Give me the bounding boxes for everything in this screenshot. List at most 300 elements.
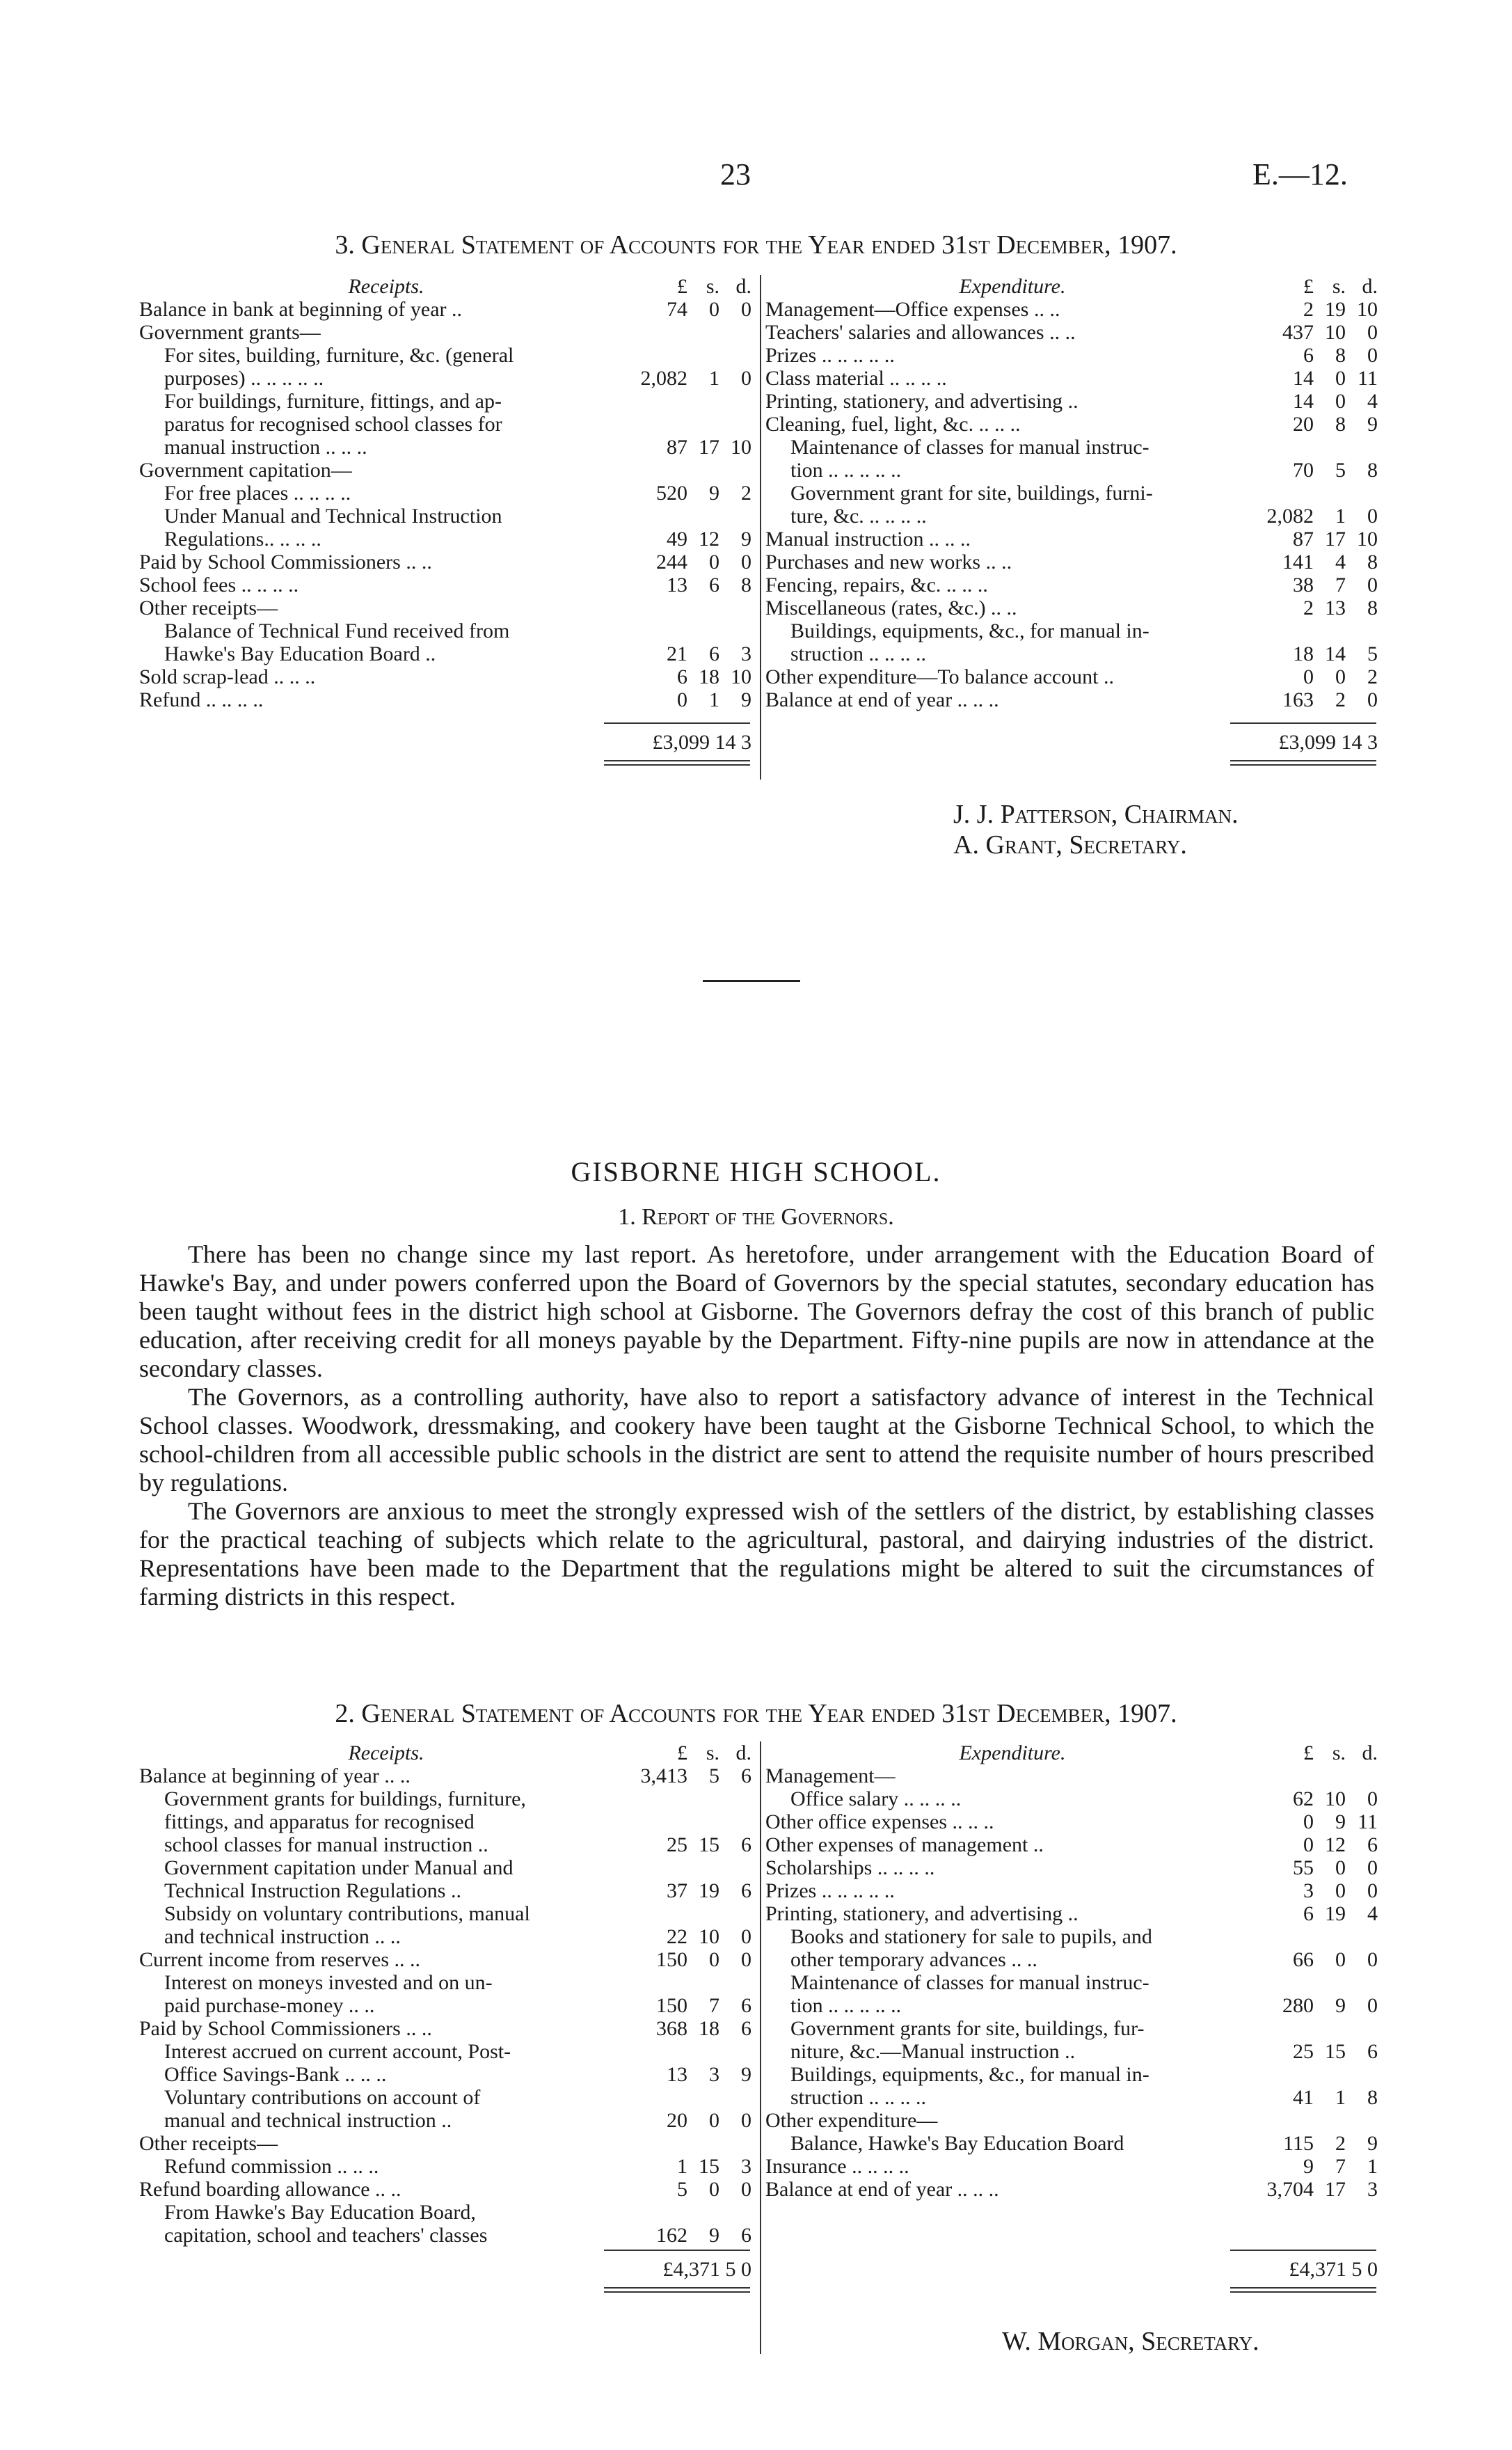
ledger-row — [139, 2178, 751, 2201]
s1-expenditure-table — [765, 275, 1378, 711]
ledger-item-label: Technical Instruction Regulations .. — [164, 1879, 461, 1902]
ledger-row — [765, 1856, 1378, 1879]
amount-pence: 6 — [1367, 2040, 1378, 2063]
amount-pounds — [1259, 2109, 1314, 2132]
amount-pounds — [633, 1787, 687, 1810]
ledger-row — [139, 298, 751, 321]
amount-pence: 6 — [1367, 1833, 1378, 1856]
amount-pence — [719, 1787, 751, 1810]
ledger-row — [765, 1787, 1378, 1810]
amount-pence — [1346, 1971, 1378, 1994]
ledger-row — [765, 390, 1378, 413]
pounds-col: £ — [677, 1741, 687, 1764]
ledger-row — [139, 596, 751, 619]
ledger-row — [765, 344, 1378, 367]
amount-pence: 0 — [741, 551, 751, 574]
ledger-item-label: Office Savings-Bank .. .. .. — [164, 2063, 387, 2086]
s1-receipts-rows — [139, 298, 751, 711]
amount-pounds — [633, 390, 687, 413]
ledger-item-label: Government grant for site, buildings, furni- — [790, 482, 1153, 505]
total-double-rule — [604, 2291, 750, 2293]
amount-pence: 6 — [741, 1833, 751, 1856]
ledger-item-label: For buildings, furniture, fittings, and ap- — [164, 390, 502, 413]
amount-pounds — [633, 344, 687, 367]
ledger-row — [139, 2017, 751, 2040]
amount-pounds — [633, 2086, 687, 2109]
amount-pounds: 25 — [1293, 2040, 1314, 2063]
amount-shillings — [1314, 1764, 1346, 1787]
amount-shillings: 0 — [1335, 665, 1346, 688]
ledger-row — [765, 2132, 1378, 2155]
ledger-item-label: Refund .. .. .. .. — [139, 688, 264, 711]
amount-pounds: 162 — [656, 2224, 687, 2247]
s1-expend-total: £3,099 14 3 — [1278, 731, 1378, 754]
amount-shillings: 1 — [1335, 505, 1346, 528]
ledger-item-label: Prizes .. .. .. .. .. — [765, 1879, 895, 1902]
amount-pounds: 38 — [1293, 574, 1314, 596]
ledger-row — [765, 2109, 1378, 2132]
ledger-row — [139, 1971, 751, 1994]
amount-pounds: 150 — [656, 1948, 687, 1971]
ledger-item-label: Current income from reserves .. .. — [139, 1948, 421, 1971]
signature-chairman: J. J. Patterson, Chairman. — [953, 800, 1239, 829]
amount-shillings — [1314, 1925, 1346, 1948]
ledger-item-label: Books and stationery for sale to pupils, and — [790, 1925, 1152, 1948]
report-subheading: 1. Report of the Governors. — [618, 1204, 894, 1230]
amount-pence: 10 — [731, 665, 751, 688]
amount-pence — [719, 1856, 751, 1879]
pounds-col: £ — [1303, 1741, 1314, 1764]
ledger-row — [139, 665, 751, 688]
amount-pence — [719, 321, 751, 344]
amount-shillings — [1314, 2063, 1346, 2086]
amount-pounds — [1259, 1971, 1314, 1994]
amount-pence: 8 — [1367, 2086, 1378, 2109]
amount-shillings: 12 — [1325, 1833, 1346, 1856]
amount-shillings: 6 — [709, 642, 719, 665]
ledger-row — [139, 413, 751, 436]
amount-pounds — [633, 459, 687, 482]
amount-shillings: 18 — [699, 665, 719, 688]
ledger-item-label: capitation, school and teachers' classes — [164, 2224, 488, 2247]
amount-pounds: 62 — [1293, 1787, 1314, 1810]
amount-shillings — [687, 390, 719, 413]
amount-shillings — [1314, 2017, 1346, 2040]
amount-pounds — [633, 1856, 687, 1879]
section-divider — [703, 980, 800, 982]
amount-pence: 4 — [1367, 390, 1378, 413]
ledger-item-label: manual instruction .. .. .. — [164, 436, 367, 459]
amount-shillings — [1314, 2109, 1346, 2132]
amount-pounds: 3,704 — [1266, 2178, 1314, 2201]
total-double-rule — [604, 764, 750, 766]
ledger-item-label: Other expenditure—To balance account .. — [765, 665, 1115, 688]
amount-pence: 6 — [741, 1764, 751, 1787]
amount-pence — [719, 2132, 751, 2155]
amount-pounds: 13 — [667, 574, 687, 596]
ledger-item-label: Government grants for buildings, furniture, — [164, 1787, 526, 1810]
amount-pounds — [1259, 436, 1314, 459]
amount-pence: 11 — [1358, 1810, 1378, 1833]
pence-col: d. — [735, 1741, 751, 1764]
school-heading: GISBORNE HIGH SCHOOL. — [571, 1156, 941, 1187]
amount-pounds: 55 — [1293, 1856, 1314, 1879]
ledger-row — [765, 642, 1378, 665]
amount-pence: 0 — [741, 367, 751, 390]
amount-pounds: 2 — [1303, 596, 1314, 619]
amount-pounds — [1259, 1764, 1314, 1787]
amount-shillings — [687, 2086, 719, 2109]
amount-shillings — [687, 1856, 719, 1879]
amount-pence: 2 — [1367, 665, 1378, 688]
amount-pounds — [633, 596, 687, 619]
amount-pence: 9 — [741, 688, 751, 711]
ledger-item-label: tion .. .. .. .. .. — [790, 459, 902, 482]
ledger-row — [765, 1948, 1378, 1971]
amount-pounds: 20 — [667, 2109, 687, 2132]
ledger-item-label: Manual instruction .. .. .. — [765, 528, 971, 551]
s2-expenditure-table — [765, 1741, 1378, 2201]
amount-shillings — [687, 321, 719, 344]
ledger-item-label: Buildings, equipments, &c., for manual in- — [790, 2063, 1149, 2086]
ledger-item-label: tion .. .. .. .. .. — [790, 1994, 902, 2017]
ledger-item-label: Regulations.. .. .. .. — [164, 528, 321, 551]
receipts-heading: Receipts. — [348, 275, 424, 298]
amount-pounds: 6 — [1303, 344, 1314, 367]
s2-receipts-table — [139, 1741, 751, 2247]
amount-pence: 0 — [1367, 344, 1378, 367]
total-double-rule — [604, 2287, 750, 2289]
amount-pounds: 14 — [1293, 367, 1314, 390]
amount-pounds: 74 — [667, 298, 687, 321]
amount-shillings: 5 — [1335, 459, 1346, 482]
amount-pounds: 368 — [656, 2017, 687, 2040]
amount-shillings: 18 — [699, 2017, 719, 2040]
amount-pounds: 6 — [1303, 1902, 1314, 1925]
ledger-item-label: Balance, Hawke's Bay Education Board — [790, 2132, 1124, 2155]
signature-secretary: W. Morgan, Secretary. — [1002, 2327, 1259, 2356]
ledger-item-label: Voluntary contributions on account of — [164, 2086, 481, 2109]
ledger-item-label: For free places .. .. .. .. — [164, 482, 351, 505]
ledger-row — [139, 619, 751, 642]
amount-pence: 3 — [741, 2155, 751, 2178]
ledger-row — [139, 367, 751, 390]
amount-pence: 0 — [1367, 574, 1378, 596]
amount-pounds: 280 — [1282, 1994, 1314, 2017]
ledger-item-label: Government grants for site, buildings, fur- — [790, 2017, 1145, 2040]
total-rule — [604, 2250, 750, 2251]
amount-pounds: 37 — [667, 1879, 687, 1902]
ledger-row — [765, 2155, 1378, 2178]
amount-shillings: 0 — [709, 298, 719, 321]
amount-pounds: 520 — [656, 482, 687, 505]
amount-pounds — [633, 413, 687, 436]
amount-shillings: 0 — [709, 1948, 719, 1971]
ledger-row — [765, 596, 1378, 619]
amount-shillings: 1 — [709, 367, 719, 390]
ledger-row — [765, 2178, 1378, 2201]
s1-receipts-total: £3,099 14 3 — [652, 731, 751, 754]
amount-pounds — [633, 2040, 687, 2063]
ledger-item-label: Interest on moneys invested and on un- — [164, 1971, 493, 1994]
ledger-row — [765, 1833, 1378, 1856]
amount-pence: 6 — [741, 1879, 751, 1902]
amount-pence: 11 — [1358, 367, 1378, 390]
amount-pounds: 0 — [677, 688, 687, 711]
ledger-row — [139, 642, 751, 665]
amount-pence — [719, 2201, 751, 2224]
total-double-rule — [1230, 764, 1376, 766]
amount-pounds: 5 — [677, 2178, 687, 2201]
amount-pence: 6 — [741, 2017, 751, 2040]
amount-pence: 4 — [1367, 1902, 1378, 1925]
amount-pence: 0 — [1367, 1879, 1378, 1902]
amount-shillings: 0 — [1335, 390, 1346, 413]
ledger-row — [765, 1810, 1378, 1833]
ledger-row — [765, 2086, 1378, 2109]
amount-pounds: 0 — [1303, 1833, 1314, 1856]
ledger-row — [139, 2109, 751, 2132]
amount-shillings — [687, 596, 719, 619]
amount-shillings: 19 — [699, 1879, 719, 1902]
amount-shillings: 17 — [1325, 528, 1346, 551]
pounds-col: £ — [1303, 275, 1314, 298]
amount-pence: 0 — [1367, 1948, 1378, 1971]
document-reference: E.—12. — [1252, 157, 1348, 191]
ledger-item-label: Government capitation— — [139, 459, 352, 482]
ledger-row — [765, 1902, 1378, 1925]
ledger-row — [139, 2201, 751, 2224]
amount-shillings — [687, 1902, 719, 1925]
amount-shillings: 0 — [709, 2178, 719, 2201]
ledger-row — [765, 1971, 1378, 1994]
ledger-row — [139, 1856, 751, 1879]
ledger-row — [139, 1948, 751, 1971]
amount-pence: 8 — [741, 574, 751, 596]
ledger-row — [139, 1833, 751, 1856]
amount-pence — [719, 1810, 751, 1833]
amount-shillings: 5 — [709, 1764, 719, 1787]
amount-pounds: 13 — [667, 2063, 687, 2086]
ledger-item-label: Balance at end of year .. .. .. — [765, 688, 999, 711]
amount-pounds — [633, 1902, 687, 1925]
amount-shillings: 0 — [709, 2109, 719, 2132]
ledger-row — [139, 436, 751, 459]
ledger-item-label: Subsidy on voluntary contributions, manual — [164, 1902, 530, 1925]
ledger-row — [765, 551, 1378, 574]
amount-pence: 0 — [1367, 321, 1378, 344]
ledger-item-label: paid purchase-money .. .. — [164, 1994, 375, 2017]
ledger-item-label: Printing, stationery, and advertising .. — [765, 390, 1079, 413]
ledger-item-label: paratus for recognised school classes for — [164, 413, 502, 436]
ledger-item-label: Printing, stationery, and advertising .. — [765, 1902, 1079, 1925]
ledger-row — [765, 574, 1378, 596]
amount-pounds — [633, 1810, 687, 1833]
ledger-item-label: Management— — [765, 1764, 896, 1787]
amount-pence: 10 — [1357, 298, 1378, 321]
amount-shillings — [1314, 1971, 1346, 1994]
amount-pounds — [633, 2132, 687, 2155]
s2-receipts-header — [139, 1741, 751, 1764]
amount-shillings: 1 — [709, 688, 719, 711]
amount-shillings: 0 — [1335, 1879, 1346, 1902]
amount-shillings — [687, 505, 719, 528]
amount-pounds — [1259, 619, 1314, 642]
ledger-row — [765, 619, 1378, 642]
ledger-row — [765, 505, 1378, 528]
amount-pence: 6 — [741, 1994, 751, 2017]
amount-shillings: 9 — [709, 482, 719, 505]
ledger-item-label: Office salary .. .. .. .. — [790, 1787, 962, 1810]
amount-pence — [719, 619, 751, 642]
amount-pounds: 141 — [1282, 551, 1314, 574]
ledger-item-label: Hawke's Bay Education Board .. — [164, 642, 436, 665]
ledger-row — [765, 1994, 1378, 2017]
amount-pence: 10 — [1357, 528, 1378, 551]
amount-pence: 0 — [741, 1948, 751, 1971]
amount-shillings: 9 — [1335, 1810, 1346, 1833]
ledger-item-label: Refund commission .. .. .. — [164, 2155, 379, 2178]
ledger-row — [139, 2040, 751, 2063]
amount-shillings: 14 — [1325, 642, 1346, 665]
amount-pence: 0 — [1367, 1787, 1378, 1810]
amount-shillings: 9 — [1335, 1994, 1346, 2017]
ledger-item-label: School fees .. .. .. .. — [139, 574, 299, 596]
amount-shillings: 15 — [1325, 2040, 1346, 2063]
ledger-item-label: Sold scrap-lead .. .. .. — [139, 665, 316, 688]
ledger-row — [765, 459, 1378, 482]
amount-pence — [719, 413, 751, 436]
ledger-item-label: Refund boarding allowance .. .. — [139, 2178, 401, 2201]
amount-pence: 8 — [1367, 459, 1378, 482]
total-double-rule — [604, 760, 750, 761]
amount-shillings: 7 — [709, 1994, 719, 2017]
ledger-item-label: Other expenses of management .. — [765, 1833, 1044, 1856]
amount-pounds: 0 — [1303, 665, 1314, 688]
amount-pounds: 115 — [1283, 2132, 1314, 2155]
ledger-row — [139, 1994, 751, 2017]
amount-shillings — [687, 1787, 719, 1810]
ledger-item-label: Maintenance of classes for manual instruc- — [790, 1971, 1149, 1994]
ledger-item-label: From Hawke's Bay Education Board, — [164, 2201, 476, 2224]
report-paragraph: There has been no change since my last report. As heretofore, under arrangement with the Education Board of Hawke's Bay, and under powers conferred upon the Board of Governors by the special statutes, secondary education has been taught without fees in the district high school at Gisborne. The Governors defray the cost of this branch of public education, after receiving credit for all moneys payable by the Department. Fifty-nine pupils are now in attendance at the secondary classes. — [139, 1240, 1374, 1382]
amount-pounds: 18 — [1293, 642, 1314, 665]
amount-pence: 9 — [741, 528, 751, 551]
ledger-row — [765, 1925, 1378, 1948]
amount-pence: 3 — [1367, 2178, 1378, 2201]
ledger-row — [139, 505, 751, 528]
report-paragraph: The Governors are anxious to meet the strongly expressed wish of the settlers of the district, by establishing classes for the practical teaching of subjects which relate to the agricultural, pastoral, and dairying industries of the district. Representations have been made to the Department that the regulations might be altered to suit the circumstances of farming districts in this respect. — [139, 1497, 1374, 1611]
pence-col: d. — [735, 275, 751, 298]
ledger-row — [139, 551, 751, 574]
ledger-row — [139, 390, 751, 413]
ledger-item-label: Interest accrued on current account, Post- — [164, 2040, 511, 2063]
ledger-item-label: Under Manual and Technical Instruction — [164, 505, 502, 528]
ledger-row — [765, 688, 1378, 711]
amount-pounds — [1259, 482, 1314, 505]
amount-pence — [719, 390, 751, 413]
shillings-col: s. — [1332, 275, 1346, 298]
amount-shillings — [687, 2201, 719, 2224]
amount-pounds: 87 — [1293, 528, 1314, 551]
ledger-row — [139, 2224, 751, 2247]
ledger-item-label: Buildings, equipments, &c., for manual in- — [790, 619, 1149, 642]
ledger-item-label: Other receipts— — [139, 596, 278, 619]
amount-pounds — [1259, 2017, 1314, 2040]
amount-pence — [719, 2040, 751, 2063]
amount-shillings: 8 — [1335, 344, 1346, 367]
amount-pounds: 70 — [1293, 459, 1314, 482]
ledger-row — [139, 321, 751, 344]
ledger-item-label: Miscellaneous (rates, &c.) .. .. — [765, 596, 1017, 619]
amount-shillings: 13 — [1325, 596, 1346, 619]
amount-pounds: 87 — [667, 436, 687, 459]
amount-pounds — [633, 619, 687, 642]
amount-pence: 0 — [741, 298, 751, 321]
ledger-row — [139, 688, 751, 711]
amount-shillings: 9 — [709, 2224, 719, 2247]
ledger-row — [139, 2086, 751, 2109]
amount-pounds: 41 — [1293, 2086, 1314, 2109]
amount-pence — [719, 505, 751, 528]
ledger-item-label: Management—Office expenses .. .. — [765, 298, 1060, 321]
amount-pounds — [633, 505, 687, 528]
amount-pence — [1346, 1764, 1378, 1787]
ledger-row — [139, 1925, 751, 1948]
amount-shillings — [687, 619, 719, 642]
ledger-row — [139, 1879, 751, 1902]
ledger-row — [139, 2132, 751, 2155]
amount-pounds: 1 — [677, 2155, 687, 2178]
column-divider — [760, 1741, 761, 2354]
amount-shillings: 10 — [1325, 1787, 1346, 1810]
amount-pounds: 14 — [1293, 390, 1314, 413]
amount-pounds: 6 — [677, 665, 687, 688]
ledger-item-label: Paid by School Commissioners .. .. — [139, 551, 432, 574]
ledger-item-label: Other office expenses .. .. .. — [765, 1810, 994, 1833]
ledger-item-label: Balance of Technical Fund received from — [164, 619, 510, 642]
ledger-row — [765, 528, 1378, 551]
amount-shillings: 0 — [1335, 1948, 1346, 1971]
ledger-row — [765, 482, 1378, 505]
amount-pence — [1346, 2017, 1378, 2040]
ledger-item-label: Fencing, repairs, &c. .. .. .. — [765, 574, 988, 596]
ledger-item-label: school classes for manual instruction .. — [164, 1833, 488, 1856]
amount-shillings: 10 — [699, 1925, 719, 1948]
amount-shillings — [687, 344, 719, 367]
ledger-item-label: ture, &c. .. .. .. .. — [790, 505, 927, 528]
amount-pounds: 150 — [656, 1994, 687, 2017]
ledger-row — [765, 321, 1378, 344]
amount-pounds: 437 — [1282, 321, 1314, 344]
amount-pence: 0 — [741, 2178, 751, 2201]
amount-shillings: 8 — [1335, 413, 1346, 436]
amount-shillings: 1 — [1335, 2086, 1346, 2109]
amount-pence: 0 — [741, 2109, 751, 2132]
amount-pence: 8 — [1367, 596, 1378, 619]
total-double-rule — [1230, 2291, 1376, 2293]
ledger-row — [139, 1810, 751, 1833]
ledger-row — [139, 1764, 751, 1787]
amount-shillings: 0 — [709, 551, 719, 574]
amount-pence: 5 — [1367, 642, 1378, 665]
ledger-item-label: Insurance .. .. .. .. — [765, 2155, 909, 2178]
ledger-item-label: struction .. .. .. .. — [790, 642, 926, 665]
receipts-heading: Receipts. — [348, 1741, 424, 1764]
ledger-row — [765, 2040, 1378, 2063]
ledger-item-label: manual and technical instruction .. — [164, 2109, 452, 2132]
amount-shillings: 6 — [709, 574, 719, 596]
